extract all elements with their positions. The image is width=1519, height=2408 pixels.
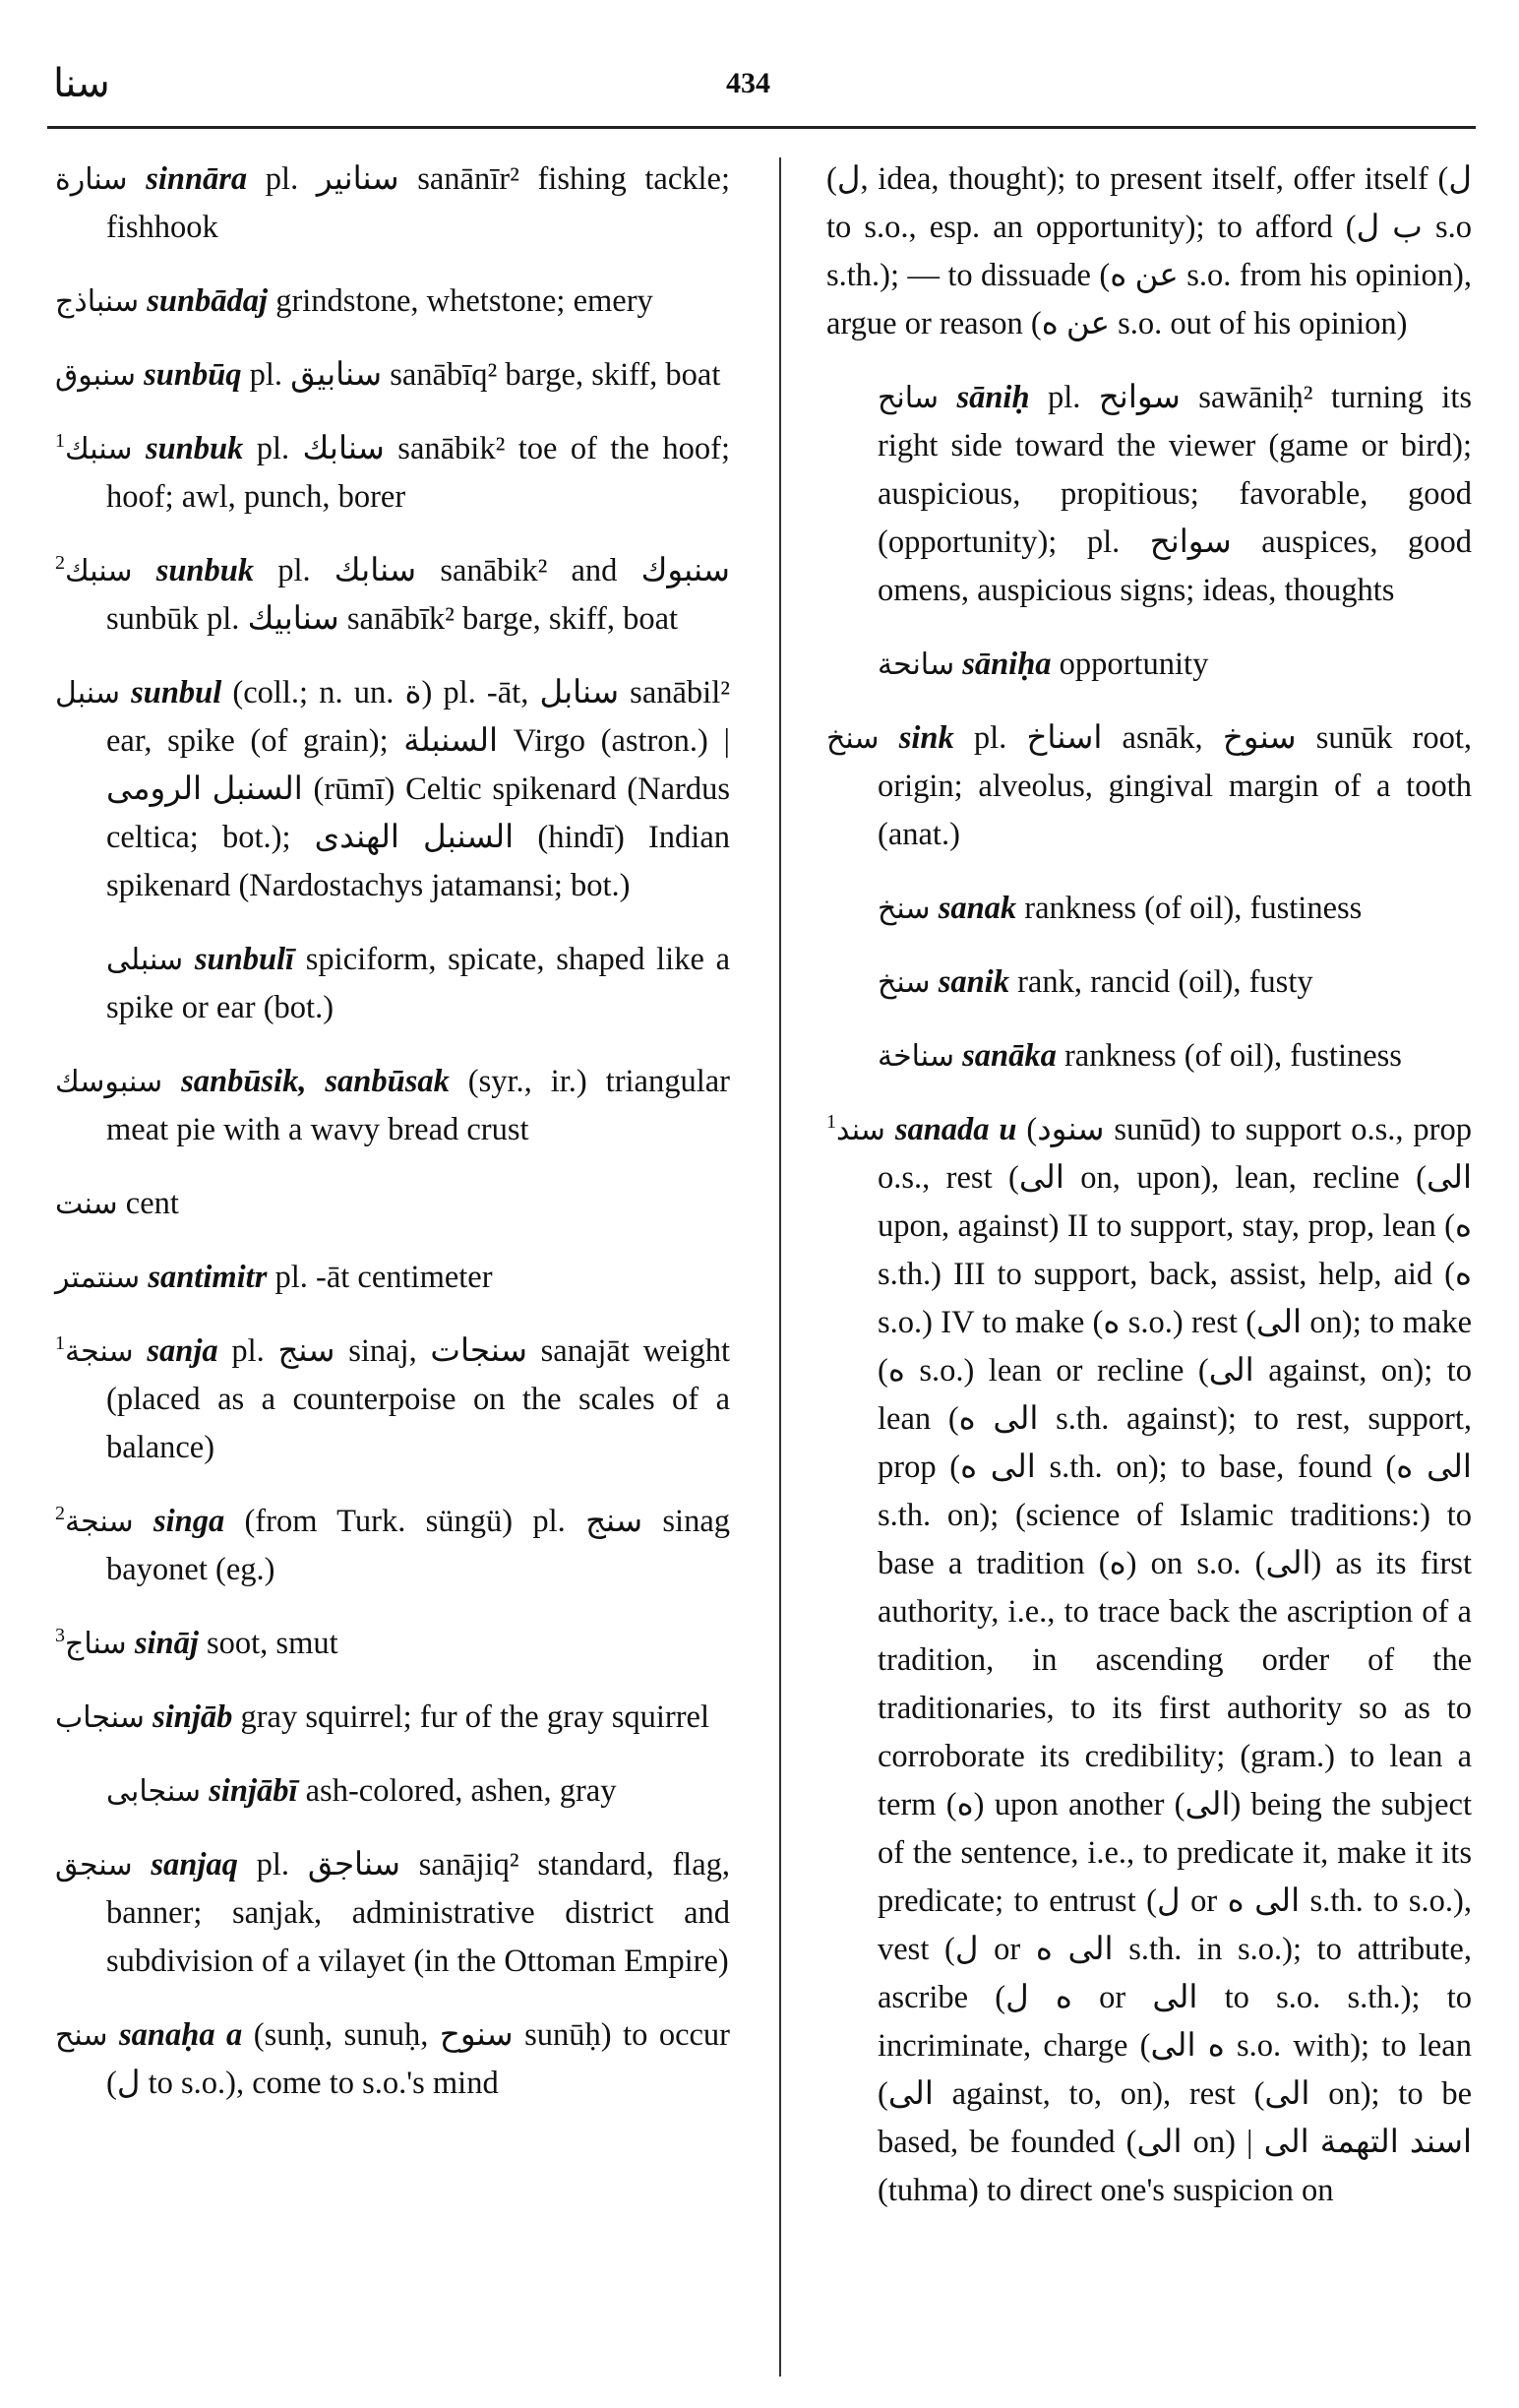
homonym-number: 1 bbox=[55, 1332, 65, 1355]
definition-text: (sunḥ, sunuḥ, سنوح sunūḥ) to occur (ل to s.o.), come to s.o.'s mind bbox=[106, 2017, 730, 2101]
dictionary-entry bbox=[55, 669, 730, 910]
transliteration: sanja bbox=[147, 1333, 218, 1369]
sub-entry bbox=[826, 1032, 1472, 1081]
left-column bbox=[55, 155, 730, 2133]
definition-text: (ل, idea, thought); to present itself, offer itself (ل to s.o., esp. an opportunity); to afford (ب ل s.o s.th.); — to dissuade (عن ه s.o. from his opinion), argue or reason (عن ه s.o. out of his opinion) bbox=[826, 161, 1472, 341]
dictionary-entry bbox=[55, 1327, 730, 1472]
definition-text: (from Turk. süngü) pl. سنج sinag bayonet (eg.) bbox=[106, 1504, 730, 1587]
transliteration: sanāka bbox=[962, 1038, 1057, 1074]
transliteration: sanak bbox=[938, 891, 1017, 926]
arabic-headword: سنبلى bbox=[106, 943, 184, 977]
definition-text: rank, rancid (oil), fusty bbox=[1008, 964, 1313, 1000]
definition-text: grindstone, whetstone; emery bbox=[268, 283, 653, 319]
arabic-headword: سنبوق bbox=[55, 358, 137, 393]
transliteration: sanik bbox=[938, 964, 1009, 1000]
definition-text: (syr., ir.) triangular meat pie with a wavy bread crust bbox=[106, 1064, 730, 1147]
transliteration: sanada u bbox=[894, 1112, 1017, 1147]
homonym-number: 2 bbox=[55, 1503, 65, 1525]
homonym-number: 2 bbox=[55, 552, 65, 575]
transliteration: sinnāra bbox=[146, 161, 248, 197]
definition-text: pl. سنابيق sanābīq² barge, skiff, boat bbox=[241, 357, 721, 393]
transliteration: sanaḥa a bbox=[119, 2017, 243, 2053]
dictionary-entry bbox=[55, 1058, 730, 1154]
dictionary-entry bbox=[55, 278, 730, 326]
arabic-headword: سنجة bbox=[65, 1505, 134, 1539]
homonym-number: 3 bbox=[55, 1625, 65, 1647]
transliteration: sunbuk bbox=[145, 431, 244, 466]
transliteration: sanjaq bbox=[151, 1847, 238, 1883]
transliteration: sāniḥa bbox=[962, 647, 1052, 682]
definition-text: rankness (of oil), fustiness bbox=[1016, 891, 1363, 926]
arabic-headword: سنارة bbox=[55, 162, 128, 197]
definition-text: cent bbox=[125, 1186, 179, 1221]
definition-text: opportunity bbox=[1051, 647, 1209, 682]
transliteration: sunbuk bbox=[155, 553, 255, 588]
dictionary-entry bbox=[55, 1620, 730, 1668]
transliteration: sinjāb bbox=[152, 1699, 233, 1735]
dictionary-entry bbox=[55, 1180, 730, 1228]
right-column bbox=[826, 155, 1472, 2241]
sub-entry bbox=[826, 958, 1472, 1007]
arabic-headword: سنباذج bbox=[55, 284, 140, 319]
definition-text: (سنود sunūd) to support o.s., prop o.s., rest (الى on, upon), lean, recline (الى upon, against) II to support, stay, prop, lean (ه s.th.) III to support, back, assist, help, aid (ه s.o.) IV to make (ه s.o.) rest (الى on); to make (ه s.o.) lean or recline (الى against, on); to lean (الى ه s.th. against); to rest, support, prop (الى ه s.th. on); to base, found (الى ه s.th. on); (science of Islamic traditions:) to base a tradition (ه) on s.o. (الى) as its first authority, i.e., to trace back the ascription of a tradition, in ascending order of the traditionaries, to its first authority so as to corroborate its credibility; (gram.) to lean a term (ه) upon another (الى) being the subject of the sentence, i.e., to predicate it, make it its predicate; to entrust (ل or الى ه s.th. to s.o.), vest (ل or الى ه s.th. in s.o.); to attribute, ascribe (ه ل or الى to s.o. s.th.); to incriminate, charge (ه الى s.o. with); to lean (الى against, to, on), rest (الى on); to be based, be founded (الى on) | اسند التهمة الى (tuhma) to direct one's suspicion on bbox=[878, 1112, 1473, 2208]
arabic-headword: سنجاب bbox=[55, 1700, 145, 1735]
arabic-headword: سنجابى bbox=[106, 1774, 202, 1809]
dictionary-entry bbox=[55, 1498, 730, 1594]
running-head-arabic: سنا bbox=[53, 61, 110, 106]
arabic-headword: سنجق bbox=[55, 1848, 133, 1883]
definition-text: pl. سنابك sanābik² toe of the hoof; hoof; awl, punch, borer bbox=[106, 431, 731, 515]
transliteration: sāniḥ bbox=[956, 380, 1030, 415]
arabic-headword: سنخ bbox=[878, 892, 931, 926]
dictionary-entry bbox=[55, 1254, 730, 1302]
arabic-headword: سنتمتر bbox=[55, 1261, 141, 1295]
transliteration: sunbul bbox=[131, 675, 222, 710]
sub-entry bbox=[826, 641, 1472, 689]
sub-entry bbox=[826, 374, 1472, 615]
arabic-headword: سنت bbox=[55, 1187, 118, 1221]
definition-text: soot, smut bbox=[198, 1626, 338, 1661]
arabic-headword: سنخ bbox=[878, 965, 931, 1000]
transliteration: sunbādaj bbox=[147, 283, 269, 319]
transliteration: sunbulī bbox=[194, 942, 295, 977]
dictionary-entry bbox=[55, 547, 730, 644]
homonym-number: 1 bbox=[55, 430, 65, 453]
arabic-headword: سناخة bbox=[878, 1039, 954, 1074]
sub-entry bbox=[55, 1767, 730, 1816]
arabic-headword: سانحة bbox=[878, 648, 955, 682]
transliteration: sinjābī bbox=[209, 1773, 298, 1809]
arabic-headword: سنجة bbox=[65, 1334, 134, 1369]
arabic-headword: سنبك bbox=[65, 432, 133, 466]
transliteration: sunbūq bbox=[144, 357, 242, 393]
transliteration: singa bbox=[152, 1504, 225, 1539]
dictionary-entry bbox=[55, 1841, 730, 1986]
definition-text: pl. اسناخ asnāk, سنوخ sunūk root, origin; alveolus, gingival margin of a tooth (anat.) bbox=[878, 720, 1473, 852]
header-rule bbox=[47, 126, 1476, 129]
dictionary-entry bbox=[55, 155, 730, 252]
definition-text: ash-colored, ashen, gray bbox=[297, 1773, 617, 1809]
sub-entry bbox=[55, 936, 730, 1032]
definition-text: rankness (of oil), fustiness bbox=[1056, 1038, 1402, 1074]
dictionary-entry bbox=[55, 425, 730, 522]
transliteration: sink bbox=[898, 720, 954, 756]
dictionary-entry bbox=[55, 351, 730, 400]
definition-text: gray squirrel; fur of the gray squirrel bbox=[232, 1699, 709, 1735]
arabic-headword: سنح bbox=[55, 2018, 108, 2053]
transliteration: sanbūsik, sanbūsak bbox=[181, 1064, 450, 1099]
definition-text: (coll.; n. un. ة) pl. -āt, سنابل sanābil² ear, spike (of grain); السنبلة Virgo (astron.) | السنبل الرومى (rūmī) Celtic spikenard (Nardus celtica; bot.); السنبل الهندى (hindī) Indian spikenard (Nardostachys jatamansi; bot.) bbox=[106, 675, 731, 903]
sub-entry bbox=[826, 885, 1472, 933]
dictionary-entry bbox=[826, 155, 1472, 348]
dictionary-entry bbox=[826, 1106, 1472, 2215]
transliteration: sināj bbox=[134, 1626, 199, 1661]
definition-text: pl. سنج sinaj, سنجات sanajāt weight (placed as a counterpoise on the scales of a balance) bbox=[106, 1333, 731, 1465]
definition-text: pl. سناجق sanājiq² standard, flag, banner; sanjak, administrative district and subdivision of a vilayet (in the Ottoman Empire) bbox=[106, 1847, 730, 1979]
homonym-number: 1 bbox=[826, 1111, 836, 1134]
arabic-headword: سنبوسك bbox=[55, 1065, 163, 1099]
arabic-headword: سنبل bbox=[55, 676, 120, 710]
dictionary-entry bbox=[826, 714, 1472, 859]
page-header bbox=[47, 61, 1474, 130]
column-divider bbox=[779, 157, 781, 2377]
definition-text: pl. سوانح sawāniḥ² turning its right side toward the viewer (game or bird); auspicious, propitious; favorable, good (opportunity); pl. سوانح auspices, good omens, auspicious signs; ideas, thoughts bbox=[878, 380, 1473, 608]
arabic-headword: سناج bbox=[65, 1627, 127, 1661]
arabic-headword: سند bbox=[836, 1113, 885, 1147]
dictionary-entry bbox=[55, 2011, 730, 2108]
arabic-headword: سنبك bbox=[65, 554, 133, 588]
arabic-headword: سانح bbox=[878, 381, 939, 415]
definition-text: pl. -āt centimeter bbox=[267, 1260, 493, 1295]
definition-text: spiciform, spicate, shaped like a spike or ear (bot.) bbox=[106, 942, 731, 1025]
dictionary-entry bbox=[55, 1694, 730, 1742]
transliteration: santimitr bbox=[148, 1260, 268, 1295]
definition-text: pl. سنانير sanānīr² fishing tackle; fishhook bbox=[106, 161, 730, 245]
definition-text: pl. سنابك sanābik² and سنبوك sunbūk pl. سنابيك sanābīk² barge, skiff, boat bbox=[106, 553, 731, 637]
arabic-headword: سنخ bbox=[826, 721, 880, 756]
page-number: 434 bbox=[726, 67, 770, 99]
